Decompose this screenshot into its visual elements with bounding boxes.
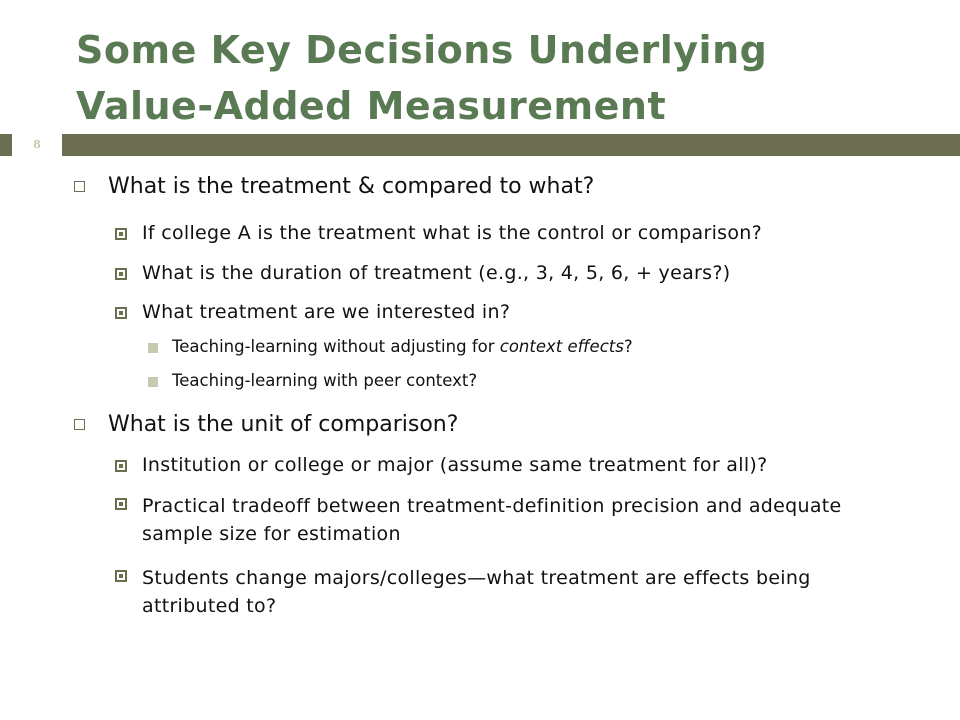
list-item <box>142 301 510 323</box>
sub-list-item-text-end: ? <box>623 337 633 356</box>
list-item <box>142 222 762 244</box>
list-item <box>142 262 730 284</box>
sub-list-item <box>172 337 633 356</box>
sub-list-item-emphasis: context effects <box>499 337 624 356</box>
section-heading-text: What is the treatment & compared to what? <box>108 174 595 199</box>
hollow-square-bullet-icon <box>74 419 85 430</box>
list-item-text: If college A is the treatment what is the control or comparison? <box>142 222 763 244</box>
page-number: 8 <box>33 138 41 151</box>
list-item-text: Students change majors/colleges—what treatment are effects being attributed to? <box>142 567 811 617</box>
list-item-text: What is the duration of treatment (e.g., 3, 4, 5, 6, + years?) <box>142 262 731 284</box>
list-item <box>142 454 768 476</box>
list-item-text: Practical tradeoff between treatment-definition precision and adequate sample size for estimation <box>142 495 842 545</box>
filled-square-bullet-icon <box>148 343 158 353</box>
square-bullet-icon <box>115 268 127 280</box>
section-heading-text: What is the unit of comparison? <box>108 412 459 437</box>
slide-title-line-1: Some Key Decisions Underlying <box>76 28 768 72</box>
sub-list-item-text: Teaching-learning with peer context? <box>172 371 478 390</box>
square-bullet-icon <box>115 570 127 582</box>
sub-list-item <box>172 371 477 390</box>
square-bullet-icon <box>115 498 127 510</box>
list-item-text: What treatment are we interested in? <box>142 301 511 323</box>
list-item-text: Institution or college or major (assume same treatment for all)? <box>142 454 768 476</box>
section-heading <box>108 174 594 199</box>
square-bullet-icon <box>115 460 127 472</box>
sub-list-item-text: Teaching-learning without adjusting for <box>172 337 500 356</box>
hollow-square-bullet-icon <box>74 181 85 192</box>
filled-square-bullet-icon <box>148 377 158 387</box>
section-heading <box>108 412 458 437</box>
slide-title-line-2: Value-Added Measurement <box>76 84 667 128</box>
square-bullet-icon <box>115 228 127 240</box>
list-item <box>142 492 902 548</box>
list-item <box>142 564 902 620</box>
square-bullet-icon <box>115 307 127 319</box>
